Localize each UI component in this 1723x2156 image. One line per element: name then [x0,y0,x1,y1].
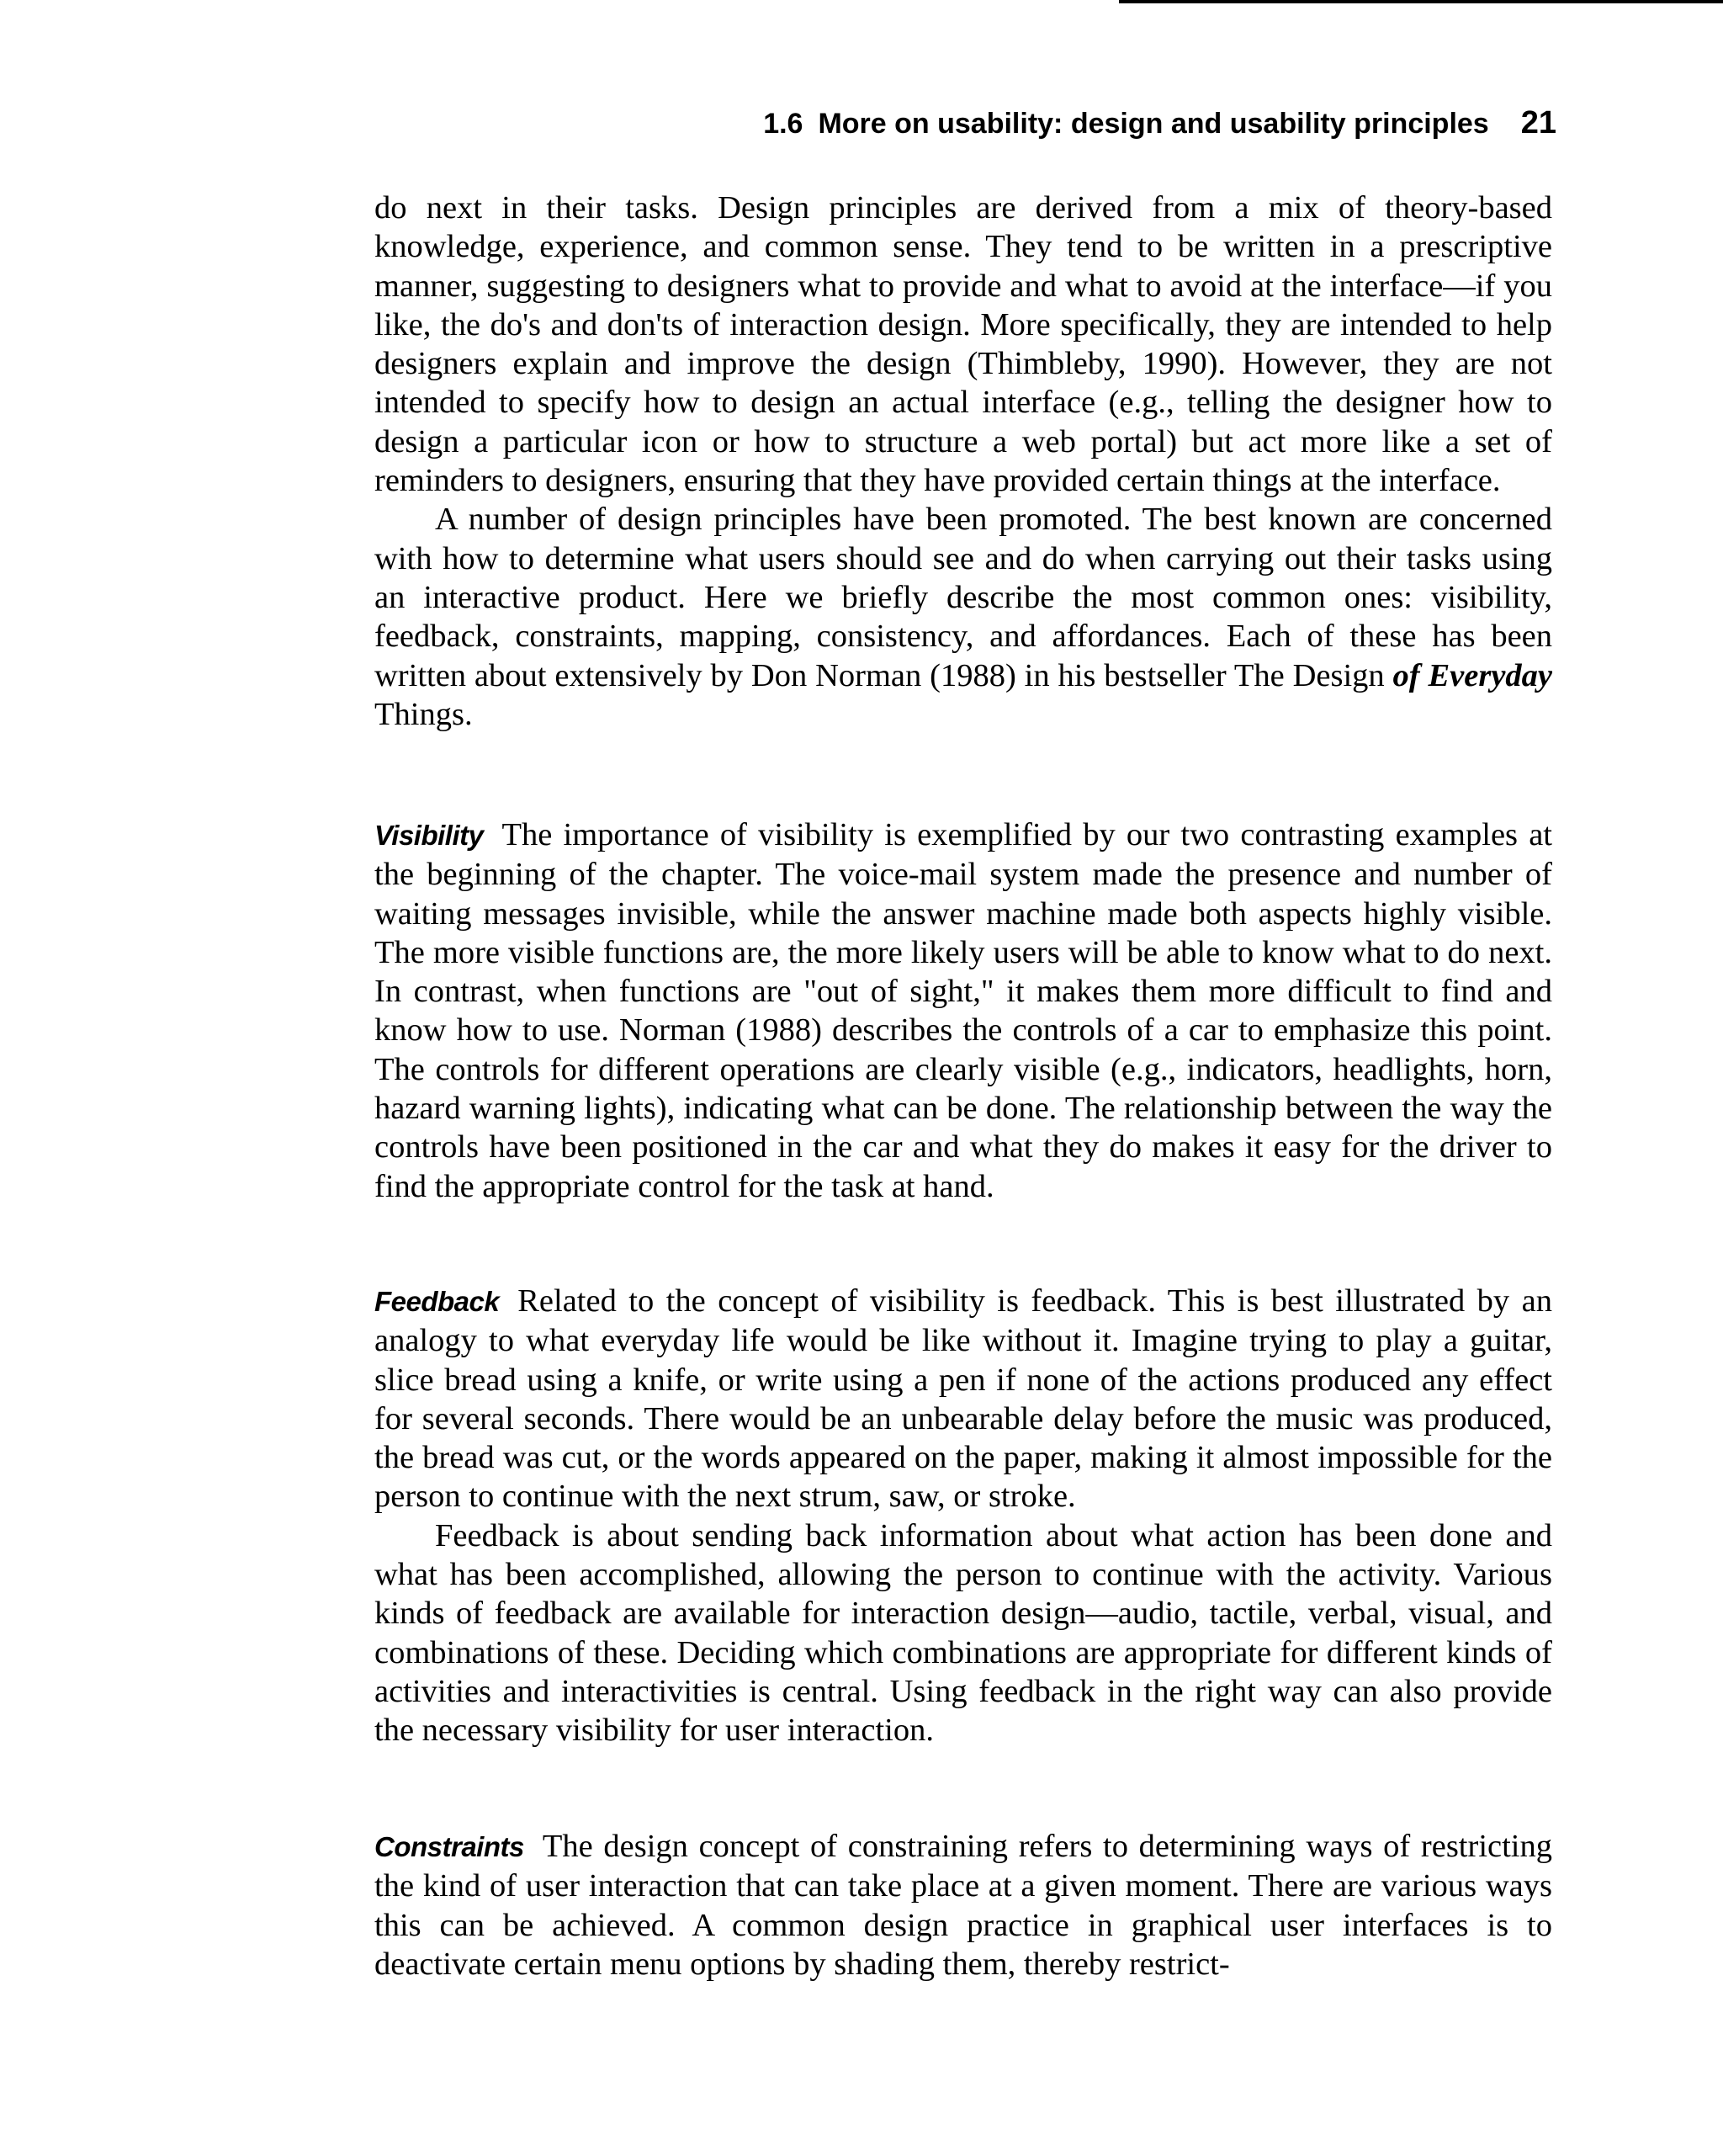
visibility-section [374,815,1552,1206]
paragraph-1: do next in their tasks. Design principles are derived from a mix of theory-based knowledge, experience, and common sense. They tend to be written in a prescriptive manner, suggesting to designers what to provide and what to avoid at the interface—if you like, the do's and don'ts of interaction design. More specifically, they are intended to help designers explain and improve the design (Thimbleby, 1990). However, they are not intended to specify how to design an actual interface (e.g., telling the designer how to design a particular icon or how to structure a web portal) but act more like a set of reminders to designers, ensuring that they have provided certain things at the interface. [374,190,1552,499]
paragraph-2-end: Things. [374,696,473,732]
running-head [370,103,1556,144]
feedback-section [374,1282,1552,1750]
top-rule [1119,0,1723,3]
constraints-section [374,1827,1552,1983]
feedback-heading: Feedback [374,1286,500,1317]
intro-text [374,189,1552,734]
section-title: More on usability: design and usability principles [818,108,1489,140]
section-number: 1.6 [763,108,803,140]
constraints-paragraph [374,1827,1552,1983]
feedback-paragraph-1 [374,1282,1552,1516]
visibility-paragraph [374,815,1552,1206]
book-title-emphasis: of Everyday [1392,657,1552,693]
paragraph-2 [374,500,1552,734]
constraints-heading: Constraints [374,1831,524,1862]
paragraph-2-start: A number of design principles have been promoted. The best known are concerned with how to determine what users should see and do when carrying out their tasks using an interactive product. Here we briefly describe the most common ones: visibility, feedback, constraints, mapping, consistency, and affordances. Each of these has been written about extensively by Don Norman (1988) in his bestseller The Design [374,502,1552,693]
constraints-text: The design concept of constraining refers to determining ways of restricting the kind of user interaction that can take place at a given moment. There are various ways this can be achieved. A common design practice in graphical user interfaces is to deactivate certain menu options by shading them, thereby restrict- [374,1829,1552,1982]
visibility-heading: Visibility [374,820,484,851]
feedback-text: Related to the concept of visibility is feedback. This is best illustrated by an analogy to what everyday life would be like without it. Imagine trying to play a guitar, slice bread using a knife, or write using a pen if none of the actions produced any effect for several seconds. There would be an unbearable delay before the music was produced, the bread was cut, or the words appeared on the paper, making it almost impossible for the person to continue with the next strum, saw, or stroke. [374,1283,1552,1515]
visibility-text: The importance of visibility is exemplified by our two contrasting examples at the beginning of the chapter. The voice-mail system made the presence and number of waiting messages invisible, while the answer machine made both aspects highly visible. The more visible functions are, the more likely users will be able to know what to do next. In contrast, when functions are "out of sight," it makes them more difficult to find and know how to use. Norman (1988) describes the controls of a car to emphasize this point. The controls for different operations are clearly visible (e.g., indicators, headlights, horn, hazard warning lights), indicating what can be done. The relationship between the way the controls have been positioned in the car and what they do makes it easy for the driver to find the appropriate control for the task at hand. [374,817,1552,1204]
page-number: 21 [1520,105,1556,141]
feedback-paragraph-2: Feedback is about sending back information about what action has been done and what has been accomplished, allowing the person to continue with the activity. Various kinds of feedback are available for interaction design—audio, tactile, verbal, visual, and combinations of these. Deciding which combinations are appropriate for different kinds of activities and interactivities is central. Using feedback in the right way can also provide the necessary visibility for user interaction. [374,1517,1552,1749]
